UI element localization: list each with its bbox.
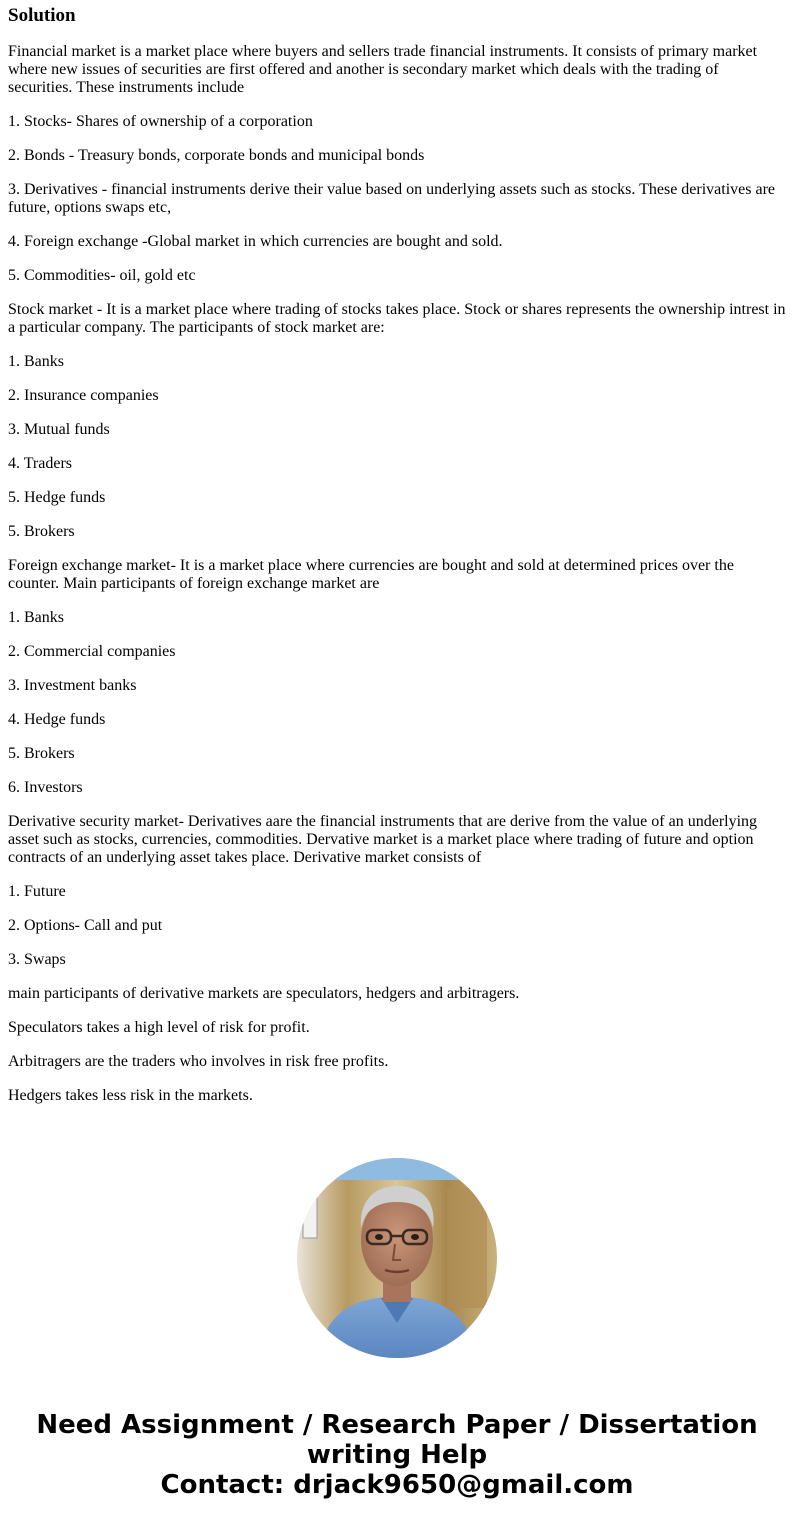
person-portrait-icon [297, 1158, 497, 1358]
derivative-market-paragraph: Derivative security market- Derivatives aare the financial instruments that are derive from the value of an underlying asset such as stocks, currencies, commodities. Dervative market is a market place where trading of future and option contracts of an underlying asset takes place. Derivative market consists of [8, 813, 758, 866]
list-item: 5. Hedge funds [8, 489, 106, 506]
list-item: 2. Options- Call and put [8, 917, 163, 934]
list-item: 2. Insurance companies [8, 387, 159, 404]
solution-document [0, 5, 794, 1105]
closing-paragraph: Speculators takes a high level of risk for profit. [8, 1019, 310, 1036]
list-item: 1. Banks [8, 609, 64, 626]
closing-paragraph: main participants of derivative markets are speculators, hedgers and arbitragers. [8, 985, 520, 1002]
list-item: 2. Bonds - Treasury bonds, corporate bonds and municipal bonds [8, 147, 425, 164]
footer-line: writing Help [306, 1440, 488, 1470]
closing-paragraph: Hedgers takes less risk in the markets. [8, 1087, 253, 1104]
list-item: 5. Brokers [8, 745, 75, 762]
intro-paragraph: Financial market is a market place where buyers and sellers trade financial instruments. It consists of primary market where new issues of securities are first offered and another is secondary market which deals with the trading of securities. These instruments include [8, 43, 758, 96]
closing-paragraph: Arbitragers are the traders who involves in risk free profits. [8, 1053, 389, 1070]
list-item: 3. Swaps [8, 951, 66, 968]
stock-market-paragraph: Stock market - It is a market place where trading of stocks takes place. Stock or shares represents the ownership intrest in a particular company. The participants of stock market are: [8, 301, 786, 336]
author-avatar [297, 1158, 497, 1358]
list-item: 5. Commodities- oil, gold etc [8, 267, 196, 284]
footer-line: Need Assignment / Research Paper / Dissertation [36, 1410, 758, 1440]
list-item: 1. Future [8, 883, 66, 900]
forex-market-paragraph: Foreign exchange market- It is a market place where currencies are bought and sold at determined prices over the counter. Main participants of foreign exchange market are [8, 557, 734, 592]
list-item: 3. Derivatives - financial instruments derive their value based on underlying assets such as stocks. These derivatives are future, options swaps etc, [8, 181, 776, 216]
list-item: 4. Traders [8, 455, 73, 472]
list-item: 4. Hedge funds [8, 711, 106, 728]
list-item: 6. Investors [8, 779, 83, 796]
page-title: Solution [8, 5, 76, 26]
contact-email: Contact: drjack9650@gmail.com [160, 1470, 634, 1500]
list-item: 3. Investment banks [8, 677, 137, 694]
contact-footer [0, 1410, 794, 1500]
list-item: 3. Mutual funds [8, 421, 110, 438]
list-item: 1. Banks [8, 353, 64, 370]
list-item: 5. Brokers [8, 523, 75, 540]
list-item: 2. Commercial companies [8, 643, 176, 660]
list-item: 1. Stocks- Shares of ownership of a corporation [8, 113, 313, 130]
list-item: 4. Foreign exchange -Global market in which currencies are bought and sold. [8, 233, 503, 250]
